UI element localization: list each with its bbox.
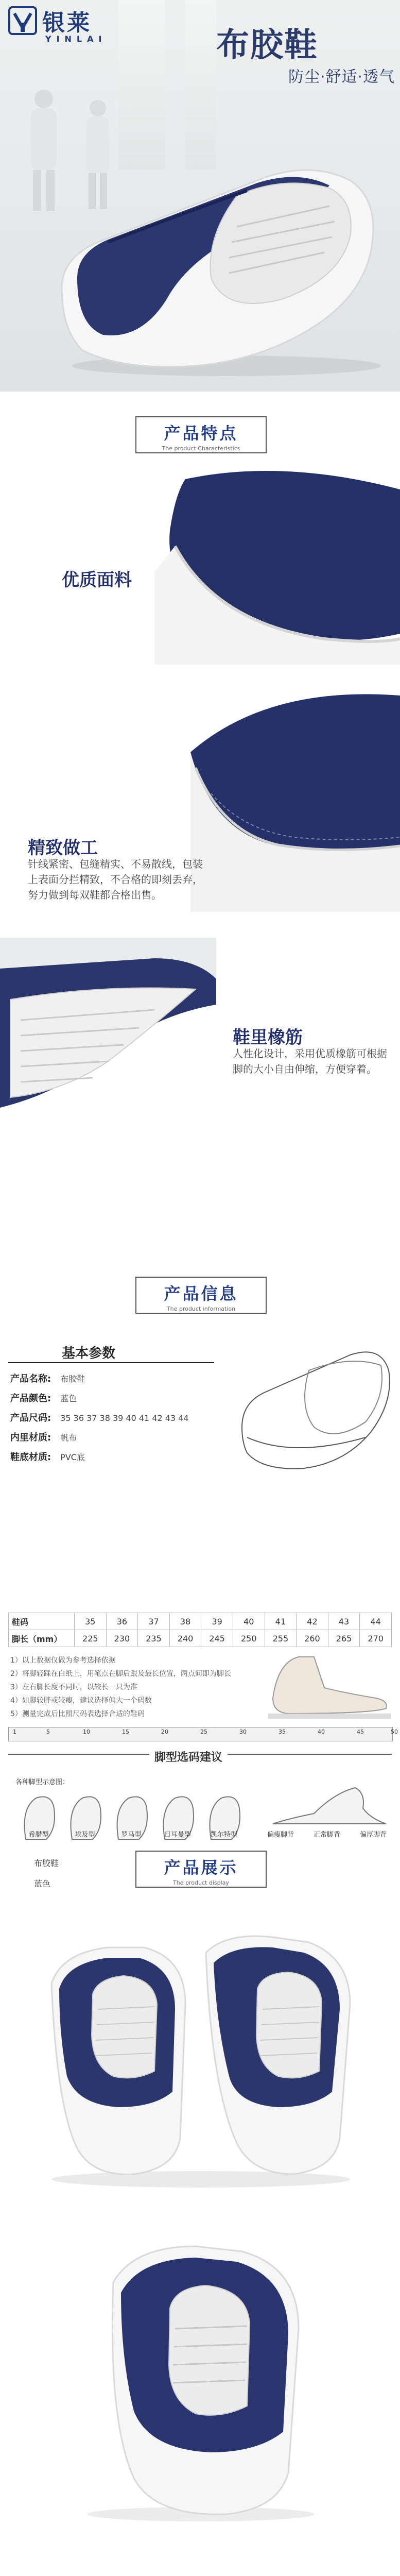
spec-row xyxy=(10,1450,85,1463)
spec-value: 35 36 37 38 39 40 41 42 43 44 xyxy=(60,1413,189,1423)
table-cell: 43 xyxy=(328,1613,360,1630)
table-cell: 240 xyxy=(169,1630,201,1647)
section-title-en: The product display xyxy=(173,1879,229,1886)
table-cell: 35 xyxy=(75,1613,107,1630)
foot-type-label: 希腊型 xyxy=(28,1831,49,1839)
spec-value: PVC底 xyxy=(60,1452,85,1462)
info-section xyxy=(0,1257,400,1844)
table-cell: 270 xyxy=(360,1630,392,1647)
spec-heading: 基本参数 xyxy=(62,1346,116,1361)
feature-text: 人性化设计，采用优质橡筋可根据脚的大小自由伸缩，方便穿着。 xyxy=(233,1047,387,1075)
table-row xyxy=(9,1613,392,1630)
section-title: 产品展示 xyxy=(164,1858,238,1877)
table-cell: 255 xyxy=(265,1630,297,1647)
feature-heading: 优质面料 xyxy=(62,570,132,590)
feature-heading: 精致做工 xyxy=(28,838,98,858)
size-note: 2）将脚轻踩在白纸上，用笔点在脚后跟及最长位置，两点间即为脚长 xyxy=(10,1670,231,1678)
brand-name-en: YINLAI xyxy=(45,34,107,44)
table-cell: 41 xyxy=(265,1613,297,1630)
table-cell: 39 xyxy=(201,1613,233,1630)
foot-side-label: 正常脚背 xyxy=(313,1831,340,1839)
table-cell: 230 xyxy=(106,1630,138,1647)
section-title: 产品特点 xyxy=(164,423,238,443)
foot-type-label: 凯尔特型 xyxy=(210,1831,237,1839)
section-title-box xyxy=(135,1851,267,1888)
table-cell: 36 xyxy=(106,1613,138,1630)
spec-label: 产品名称: xyxy=(10,1374,51,1384)
table-row xyxy=(9,1630,392,1647)
feature-text: 针线紧密、包缝精实、不易散线，包装上表面分拦精致，不合格的即刻丢弃，努力做到每双鞋都合格出售。 xyxy=(28,858,203,901)
spec-label: 内里材质: xyxy=(10,1432,51,1443)
foot-measure-illustration xyxy=(268,1652,391,1724)
spec-label: 鞋底材质: xyxy=(10,1452,51,1463)
logo-mark-icon xyxy=(7,5,38,36)
ruler-ticks: 1 5 10 15 20 25 30 35 40 45 50 xyxy=(13,1728,398,1735)
shoe-line-drawing xyxy=(232,1334,396,1479)
product-photo-angle xyxy=(72,2236,329,2524)
product-color: 蓝色 xyxy=(34,1879,51,1889)
table-cell: 38 xyxy=(169,1613,201,1630)
table-cell: 44 xyxy=(360,1613,392,1630)
brand-logo xyxy=(7,3,107,50)
foot-side-label: 偏厚脚背 xyxy=(359,1831,387,1839)
table-cell: 265 xyxy=(328,1630,360,1647)
spec-row xyxy=(10,1391,77,1404)
spec-label: 产品尺码: xyxy=(10,1413,51,1423)
size-note: 3）左右脚长度不同时，以较长一只为准 xyxy=(10,1683,137,1691)
table-cell: 260 xyxy=(297,1630,328,1647)
product-photo-pair xyxy=(31,1922,371,2190)
divider xyxy=(8,1362,214,1363)
spec-value: 布胶鞋 xyxy=(60,1374,85,1384)
table-cell: 250 xyxy=(233,1630,265,1647)
size-note: 4）如脚较胖或较瘦，建议选择偏大一个码数 xyxy=(10,1697,152,1705)
brand-name: 银莱 xyxy=(42,10,92,36)
section-title-box xyxy=(135,1277,267,1314)
product-name: 布胶鞋 xyxy=(34,1858,59,1868)
section-title-en: The product Characteristics xyxy=(162,445,240,452)
fabric-closeup-image xyxy=(154,469,400,665)
foot-side-label: 偏瘦脚背 xyxy=(267,1831,294,1839)
hero-shoe-illustration xyxy=(41,124,391,381)
spec-value: 帆布 xyxy=(60,1433,77,1443)
foot-type-label: 埃及型 xyxy=(75,1831,95,1839)
spec-row xyxy=(10,1411,189,1424)
stitching-closeup-image xyxy=(190,690,400,912)
hero-subtitle: 防尘·舒适·透气 xyxy=(288,68,395,86)
table-cell: 245 xyxy=(201,1630,233,1647)
display-section xyxy=(0,1844,400,2576)
hero-title: 布胶鞋 xyxy=(216,26,318,64)
feature-heading: 鞋里橡筋 xyxy=(233,1027,303,1048)
table-cell: 225 xyxy=(75,1630,107,1647)
foot-types-label: 各种脚型示意图： xyxy=(15,1778,69,1786)
table-cell: 235 xyxy=(138,1630,170,1647)
foot-type-label: 罗马型 xyxy=(121,1831,142,1839)
table-cell: 37 xyxy=(138,1613,170,1630)
yard-title: 脚型选码建议 xyxy=(149,1749,228,1765)
foot-type-label: 日耳曼型 xyxy=(164,1831,191,1839)
spec-row xyxy=(10,1371,85,1385)
section-title: 产品信息 xyxy=(164,1284,238,1303)
hero-banner xyxy=(0,0,400,392)
section-title-box xyxy=(135,416,267,453)
insole-closeup-image xyxy=(0,938,216,1123)
spec-value: 蓝色 xyxy=(60,1394,77,1403)
ruler xyxy=(8,1727,398,1741)
size-note: 1）以上数据仅做为参考选择依据 xyxy=(10,1656,116,1665)
section-title-en: The product information xyxy=(166,1306,236,1312)
size-note: 5）测量完成后比照尺码表选择合适的鞋码 xyxy=(10,1710,145,1718)
spec-label: 产品颜色: xyxy=(10,1393,51,1404)
foot-side-illustration xyxy=(268,1783,391,1829)
spec-row xyxy=(10,1430,77,1444)
table-cell: 42 xyxy=(297,1613,328,1630)
table-row-label: 脚长（mm） xyxy=(9,1630,75,1647)
features-section xyxy=(0,392,400,1257)
size-table xyxy=(8,1613,392,1647)
table-row-label: 鞋码 xyxy=(9,1613,75,1630)
table-cell: 40 xyxy=(233,1613,265,1630)
